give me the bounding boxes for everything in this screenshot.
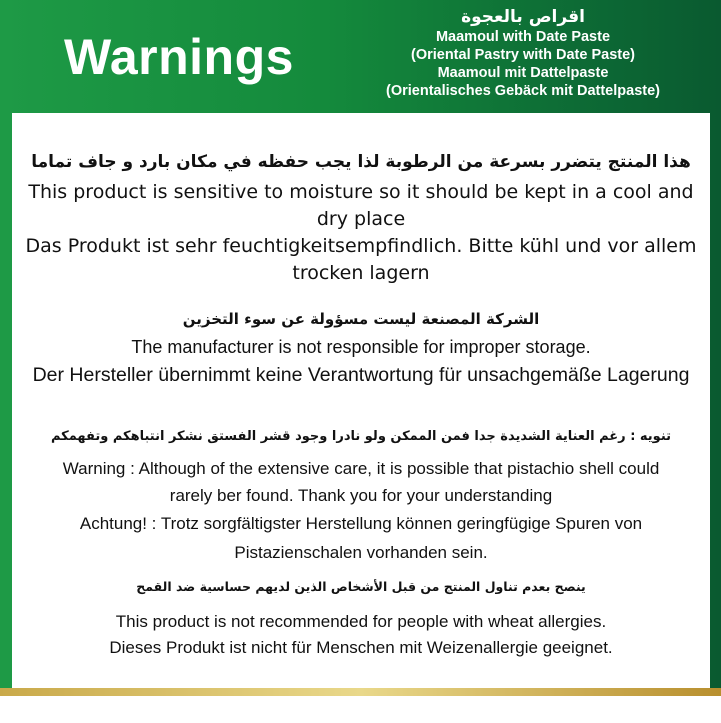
warning-english: Warning : Although of the extensive care, it is possible that pistachio shell could rarely ber found. Thank you for your understanding [62,459,660,505]
warning-german: Das Produkt ist sehr feuchtigkeitsempfindlich. Bitte kühl und vor allem trocken lagern [25,235,697,284]
warning-arabic: الشركة المصنعة ليست مسؤولة عن سوء التخزين [182,310,540,328]
warning-german: Dieses Produkt ist nicht für Menschen mit Weizenallergie geeignet. [109,638,613,657]
product-name-line: Maamoul mit Dattelpaste [437,65,609,81]
page-title: Warnings [64,29,294,85]
warning-english: This product is sensitive to moisture so it should be kept in a cool and dry place [28,181,694,230]
warning-english: This product is not recommended for people with wheat allergies. [115,612,607,631]
warning-arabic: تنويه : رغم العناية الشديدة جدا فمن الممكن ولو نادرا وجود قشر الفستق نشكر انتباهكم وتفهمكم [50,429,672,444]
product-name-line: (Oriental Pastry with Date Paste) [410,47,635,63]
warning-german: Achtung! : Trotz sorgfältigster Herstellung können geringfügige Spuren von Pistazienschalen vorhanden sein. [79,514,643,562]
product-name-line: (Orientalisches Gebäck mit Dattelpaste) [386,83,660,99]
warnings-panel [12,113,710,688]
warning-german: Der Hersteller übernimmt keine Verantwortung für unsachgemäße Lagerung [32,364,690,386]
wheat-allergy-warning [12,575,710,661]
moisture-warning [12,149,710,287]
header-banner [0,0,721,112]
warning-arabic: هذا المنتج يتضرر بسرعة من الرطوبة لذا يجب حفظه في مكان بارد و جاف تماما [31,152,691,172]
product-name-line: Maamoul with Date Paste [435,29,611,45]
storage-liability-warning [12,307,710,389]
product-name-arabic: اقراص بالعجوة [461,7,585,27]
warning-arabic: ينصح بعدم تناول المنتج من قبل الأشخاص الذين لديهم حساسية ضد القمح [136,579,586,594]
footer-strip [0,696,721,723]
product-name-block [373,6,673,100]
warning-english: The manufacturer is not responsible for improper storage. [131,337,591,357]
gold-divider [0,688,721,696]
pistachio-shell-warning [12,425,710,567]
